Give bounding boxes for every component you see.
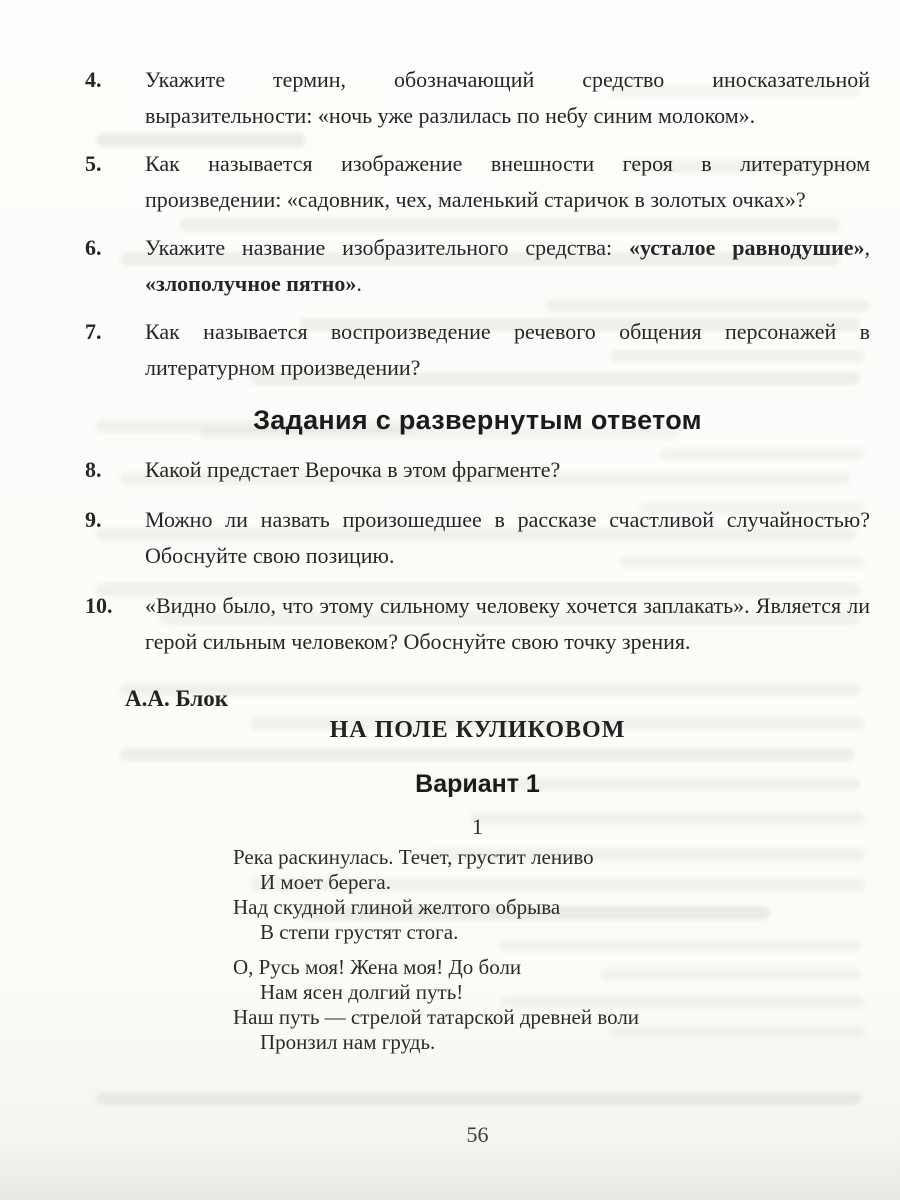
question-number: 4. <box>85 67 102 92</box>
quoted-term: «усталое равнодушие» <box>628 235 865 260</box>
question-text: Укажите термин, обозначающий средство иносказательной выразительности: «ночь уже разлилась по небу синим молоком». <box>145 67 870 128</box>
question-text: Как называется воспроизведение речевого общения персонажей в литературном произведении? <box>145 319 870 380</box>
poem-line: И моет берега. <box>260 870 391 894</box>
poem-line: Река раскинулась. Течет, грустит лениво <box>233 845 594 869</box>
question-4 <box>85 62 870 134</box>
question-8 <box>85 452 870 488</box>
poem-stanza-2 <box>233 955 870 1055</box>
poem <box>233 845 870 1055</box>
question-text <box>145 230 870 302</box>
question-number: 10. <box>85 593 113 618</box>
question-6 <box>85 230 870 302</box>
section-header: Задания с развернутым ответом <box>253 405 702 435</box>
question-text: Какой предстает Верочка в этом фрагменте? <box>145 457 561 482</box>
variant-title: Вариант 1 <box>415 770 540 798</box>
question-text: Можно ли назвать произошедшее в рассказе счастливой случайностью? Обоснуйте свою позицию. <box>145 507 870 568</box>
question-7 <box>85 314 870 386</box>
question-5 <box>85 146 870 218</box>
question-number: 6. <box>85 235 102 260</box>
question-text-part: Укажите название изобразительного средства: <box>145 235 629 260</box>
question-text-part: . <box>356 271 362 296</box>
question-number: 7. <box>85 319 102 344</box>
question-10 <box>85 588 870 660</box>
question-9 <box>85 502 870 574</box>
poem-stanza-1 <box>233 845 870 945</box>
poem-line: В степи грустят стога. <box>260 920 459 944</box>
poem-line: Пронзил нам грудь. <box>260 1030 436 1054</box>
poem-line: О, Русь моя! Жена моя! До боли <box>233 955 522 979</box>
part-number: 1 <box>472 814 483 839</box>
page-content <box>85 0 870 1055</box>
poem-line: Нам ясен долгий путь! <box>260 980 464 1004</box>
question-number: 5. <box>85 151 102 176</box>
question-number: 9. <box>85 507 102 532</box>
quoted-term: «злополучное пятно» <box>145 271 357 296</box>
author-name: А.А. Блок <box>125 686 229 711</box>
question-text: «Видно было, что этому сильному человеку хочется заплакать». Является ли герой сильным человеком? Обоснуйте свою точку зрения. <box>145 593 870 654</box>
page-number: 56 <box>466 1122 489 1147</box>
poem-line: Наш путь — стрелой татарской древней воли <box>233 1005 640 1029</box>
bleedthrough-artifact <box>96 1092 861 1105</box>
question-number: 8. <box>85 457 102 482</box>
work-title: НА ПОЛЕ КУЛИКОВОМ <box>329 717 626 743</box>
question-text-part: , <box>864 235 871 260</box>
poem-line: Над скудной глиной желтого обрыва <box>233 895 561 919</box>
question-text: Как называется изображение внешности героя в литературном произведении: «садовник, чех, маленький старичок в золотых очках»? <box>145 151 870 212</box>
